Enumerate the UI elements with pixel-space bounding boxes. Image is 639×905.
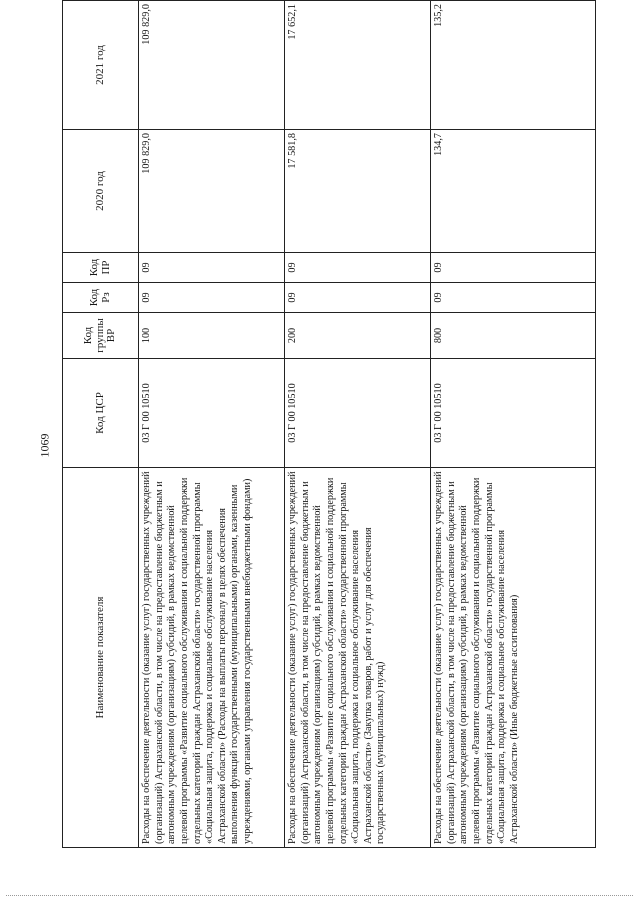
row-rz: 09 <box>285 283 431 313</box>
table-row <box>285 1 431 848</box>
header-csr: Код ЦСР <box>63 359 139 468</box>
row-2020: 134,7 <box>431 130 596 253</box>
header-2020: 2020 год <box>63 130 139 253</box>
row-2020: 17 581,8 <box>285 130 431 253</box>
budget-table <box>62 0 596 848</box>
row-2021: 17 652,1 <box>285 1 431 130</box>
row-vr: 100 <box>139 313 285 359</box>
rotated-page-content <box>62 1 596 848</box>
header-2021: 2021 год <box>63 1 139 130</box>
row-pr: 09 <box>431 253 596 283</box>
row-vr: 200 <box>285 313 431 359</box>
table-row <box>431 1 596 848</box>
row-2021: 135,2 <box>431 1 596 130</box>
row-name: Расходы на обеспечение деятельности (оказание услуг) государственных учреждений (организаций) Астраханской области, в том числе на предоставление бюджетным и автономным учреждениям (организациям) субсидий, в рамках ведомственной целевой программы «Развитие социального обслуживания и социальной поддержки отдельных категорий граждан Астраханской области» государственной программы «Социальная защита, поддержка и социальное обслуживание населения Астраханской области» (Расходы на выплаты персоналу в целях обеспечения выполнения функций государственными (муниципальными) органами, казенными учреждениями, органами управления государственными внебюджетными фондами) <box>139 468 285 848</box>
row-name: Расходы на обеспечение деятельности (оказание услуг) государственных учреждений (организаций) Астраханской области, в том числе на предоставление бюджетным и автономным учреждениям (организациям) субсидий, в рамках ведомственной целевой программы «Развитие социального обслуживания и социальной поддержки отдельных категорий граждан Астраханской области» государственной программы «Социальная защита, поддержка и социальное обслуживание населения Астраханской области» (Иные бюджетные ассигнования) <box>431 468 596 848</box>
row-rz: 09 <box>431 283 596 313</box>
row-csr: 03 Г 00 10510 <box>285 359 431 468</box>
row-pr: 09 <box>285 253 431 283</box>
row-pr: 09 <box>139 253 285 283</box>
header-name: Наименование показателя <box>63 468 139 848</box>
row-vr: 800 <box>431 313 596 359</box>
table-row <box>139 1 285 848</box>
header-pr: Код ПР <box>63 253 139 283</box>
header-rz: Код Рз <box>63 283 139 313</box>
table-header-row <box>63 1 139 848</box>
scan-edge-divider <box>6 895 633 897</box>
row-name: Расходы на обеспечение деятельности (оказание услуг) государственных учреждений (организаций) Астраханской области, в том числе на предоставление бюджетным и автономным учреждениям (организациям) субсидий, в рамках ведомственной целевой программы «Развитие социального обслуживания и социальной поддержки отдельных категорий граждан Астраханской области» государственной программы «Социальная защита, поддержка и социальное обслуживание населения Астраханской области» (Закупка товаров, работ и услуг для обеспечения государственных (муниципальных) нужд) <box>285 468 431 848</box>
page-number: 1069 <box>37 433 52 458</box>
row-2020: 109 829,0 <box>139 130 285 253</box>
row-rz: 09 <box>139 283 285 313</box>
row-csr: 03 Г 00 10510 <box>139 359 285 468</box>
row-csr: 03 Г 00 10510 <box>431 359 596 468</box>
row-2021: 109 829,0 <box>139 1 285 130</box>
header-vr: Код группы ВР <box>63 313 139 359</box>
